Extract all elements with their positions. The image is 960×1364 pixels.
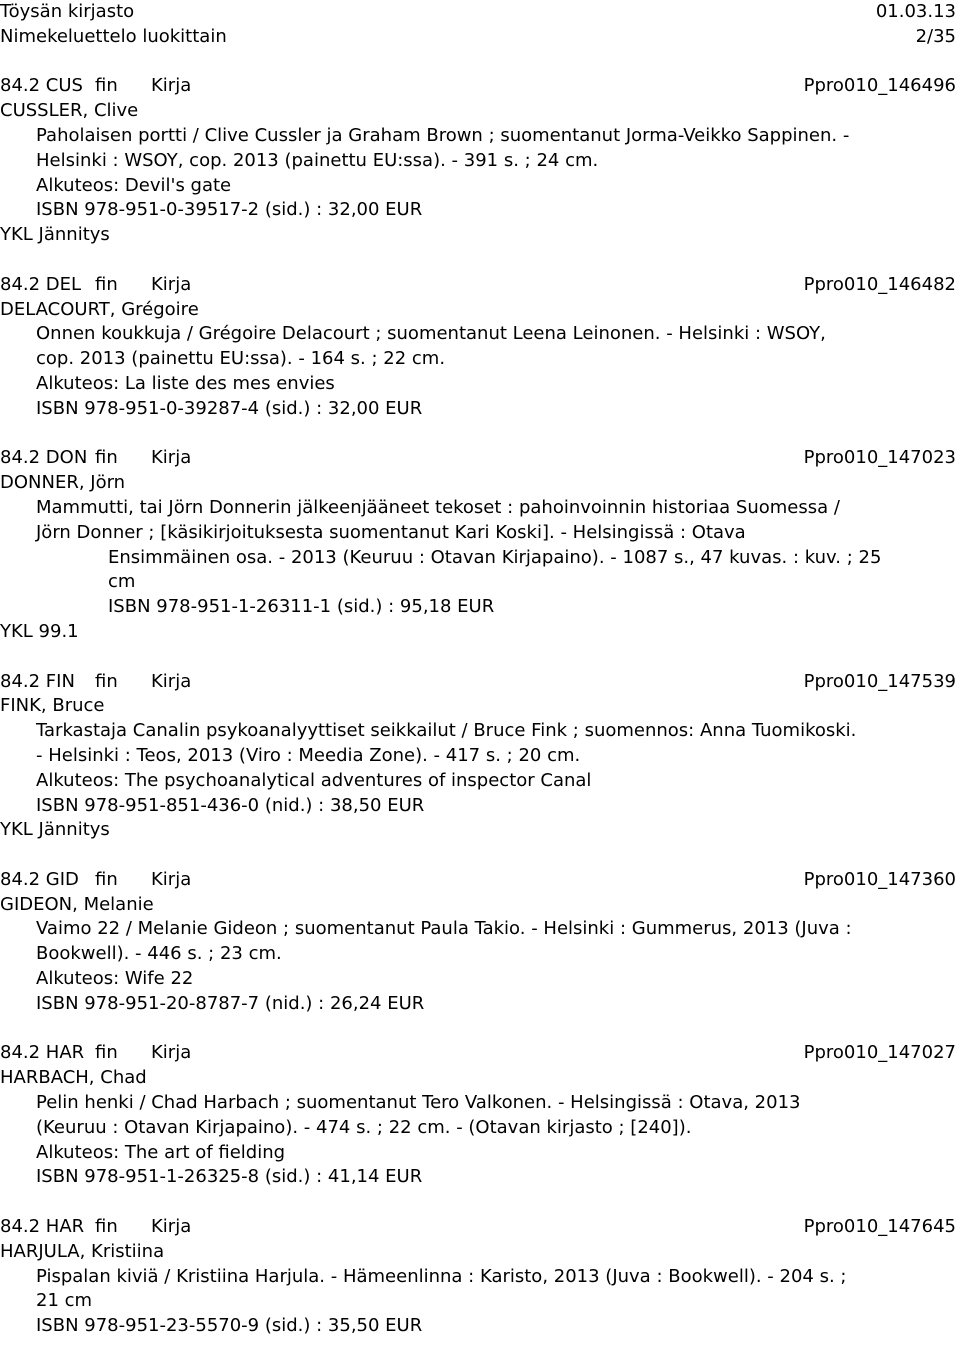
description-line: cm <box>108 571 136 593</box>
description-line: Jörn Donner ; [käsikirjoituksesta suomentanut Kari Koski]. - Helsingissä : Otava <box>36 521 746 543</box>
author: FINK, Bruce <box>0 695 105 717</box>
catalog-entry <box>0 446 960 644</box>
header-row-2 <box>0 25 960 50</box>
description-line: 21 cm <box>36 1290 93 1312</box>
description-line: Mammutti, tai Jörn Donnerin jälkeenjääneet tekoset : pahoinvoinnin historiaa Suomessa / <box>36 496 840 518</box>
catalog-entry <box>0 74 960 248</box>
catalog-entry <box>0 868 960 1017</box>
material-type: Kirja <box>151 447 192 469</box>
language-code: fin <box>95 273 118 295</box>
page-number: 2/35 <box>915 25 956 47</box>
description <box>0 719 960 818</box>
class-code: 84.2 DON <box>0 447 88 469</box>
catalog-entry <box>0 1041 960 1190</box>
header-row-1 <box>0 0 960 25</box>
class-info <box>0 74 191 99</box>
original-title: Alkuteos: The psychoanalytical adventures of inspector Canal <box>36 769 592 791</box>
description-line: Tarkastaja Canalin psykoanalyyttiset seikkailut / Bruce Fink ; suomennos: Anna Tuomikoski. <box>36 720 857 742</box>
isbn-price: ISBN 978-951-1-26325-8 (sid.) : 41,14 EUR <box>36 1166 423 1188</box>
language-code: fin <box>95 1216 118 1238</box>
entry-head <box>0 1041 960 1066</box>
original-title: Alkuteos: Wife 22 <box>36 968 194 990</box>
ykl-class: YKL Jännitys <box>0 819 110 841</box>
class-code: 84.2 DEL <box>0 273 82 295</box>
print-date: 01.03.13 <box>875 1 956 22</box>
description <box>0 1091 960 1190</box>
record-id: Ppro010_147360 <box>803 868 956 890</box>
class-info <box>0 670 191 695</box>
description-line: Onnen koukkuja / Grégoire Delacourt ; suomentanut Leena Leinonen. - Helsinki : WSOY, <box>36 323 826 345</box>
description <box>0 496 960 620</box>
isbn-price: ISBN 978-951-0-39517-2 (sid.) : 32,00 EUR <box>36 199 423 221</box>
language-code: fin <box>95 75 118 97</box>
isbn-price: ISBN 978-951-0-39287-4 (sid.) : 32,00 EUR <box>36 397 423 419</box>
class-code: 84.2 HAR <box>0 1042 85 1064</box>
class-code: 84.2 GID <box>0 868 79 890</box>
class-info <box>0 1215 191 1240</box>
class-info <box>0 868 191 893</box>
library-name: Töysän kirjasto <box>0 1 135 22</box>
description <box>0 322 960 421</box>
class-code: 84.2 HAR <box>0 1216 85 1238</box>
description-line: Pelin henki / Chad Harbach ; suomentanut Tero Valkonen. - Helsingissä : Otava, 2013 <box>36 1092 801 1114</box>
material-type: Kirja <box>151 670 192 692</box>
material-type: Kirja <box>151 868 192 890</box>
language-code: fin <box>95 670 118 692</box>
isbn-price: ISBN 978-951-20-8787-7 (nid.) : 26,24 EUR <box>36 992 425 1014</box>
class-code: 84.2 CUS <box>0 75 83 97</box>
list-title: Nimekeluettelo luokittain <box>0 25 227 47</box>
description-line: Helsinki : WSOY, cop. 2013 (painettu EU:ssa). - 391 s. ; 24 cm. <box>36 149 599 171</box>
original-title: Alkuteos: La liste des mes envies <box>36 372 335 394</box>
language-code: fin <box>95 868 118 890</box>
entry-head <box>0 273 960 298</box>
entry-head <box>0 868 960 893</box>
material-type: Kirja <box>151 1216 192 1238</box>
material-type: Kirja <box>151 75 192 97</box>
entry-head <box>0 670 960 695</box>
class-info <box>0 446 191 471</box>
description <box>0 1265 960 1339</box>
record-id: Ppro010_147645 <box>803 1216 956 1238</box>
description-line: Paholaisen portti / Clive Cussler ja Graham Brown ; suomentanut Jorma-Veikko Sappinen. - <box>36 124 850 146</box>
description <box>0 124 960 223</box>
entry-head <box>0 74 960 99</box>
author: DELACOURT, Grégoire <box>0 298 199 320</box>
class-info <box>0 1041 191 1066</box>
catalog-entry <box>0 670 960 844</box>
entry-head <box>0 1215 960 1240</box>
entry-head <box>0 446 960 471</box>
record-id: Ppro010_147539 <box>803 670 956 692</box>
page-header <box>0 0 960 50</box>
original-title: Alkuteos: Devil's gate <box>36 174 232 196</box>
language-code: fin <box>95 1042 118 1064</box>
class-info <box>0 273 191 298</box>
material-type: Kirja <box>151 273 192 295</box>
original-title: Alkuteos: The art of fielding <box>36 1141 286 1163</box>
record-id: Ppro010_146496 <box>803 75 956 97</box>
description-line: (Keuruu : Otavan Kirjapaino). - 474 s. ; 22 cm. - (Otavan kirjasto ; [240]). <box>36 1116 692 1138</box>
description-line: Pispalan kiviä / Kristiina Harjula. - Hämeenlinna : Karisto, 2013 (Juva : Bookwell). - 204 s. ; <box>36 1265 847 1287</box>
description-line: Ensimmäinen osa. - 2013 (Keuruu : Otavan Kirjapaino). - 1087 s., 47 kuvas. : kuv. ; 25 <box>108 546 882 568</box>
isbn-price: ISBN 978-951-1-26311-1 (sid.) : 95,18 EUR <box>108 596 495 618</box>
isbn-price: ISBN 978-951-851-436-0 (nid.) : 38,50 EUR <box>36 794 425 816</box>
record-id: Ppro010_146482 <box>803 273 956 295</box>
record-id: Ppro010_147023 <box>803 447 956 469</box>
language-code: fin <box>95 447 118 469</box>
description-line: cop. 2013 (painettu EU:ssa). - 164 s. ; 22 cm. <box>36 348 446 370</box>
record-id: Ppro010_147027 <box>803 1042 956 1064</box>
description-line: Vaimo 22 / Melanie Gideon ; suomentanut Paula Takio. - Helsinki : Gummerus, 2013 (Juva : <box>36 918 852 940</box>
author: HARBACH, Chad <box>0 1067 147 1089</box>
author: HARJULA, Kristiina <box>0 1240 165 1262</box>
author: CUSSLER, Clive <box>0 100 139 122</box>
sub-description <box>36 546 952 620</box>
description-line: Bookwell). - 446 s. ; 23 cm. <box>36 943 282 965</box>
ykl-class: YKL Jännitys <box>0 224 110 246</box>
catalog-entry <box>0 273 960 422</box>
isbn-price: ISBN 978-951-23-5570-9 (sid.) : 35,50 EUR <box>36 1315 423 1337</box>
ykl-class: YKL 99.1 <box>0 620 79 642</box>
material-type: Kirja <box>151 1042 192 1064</box>
description-line: - Helsinki : Teos, 2013 (Viro : Meedia Zone). - 417 s. ; 20 cm. <box>36 744 581 766</box>
author: DONNER, Jörn <box>0 472 126 494</box>
class-code: 84.2 FIN <box>0 670 75 692</box>
catalog-entry <box>0 1215 960 1339</box>
author: GIDEON, Melanie <box>0 893 154 915</box>
description <box>0 917 960 1016</box>
